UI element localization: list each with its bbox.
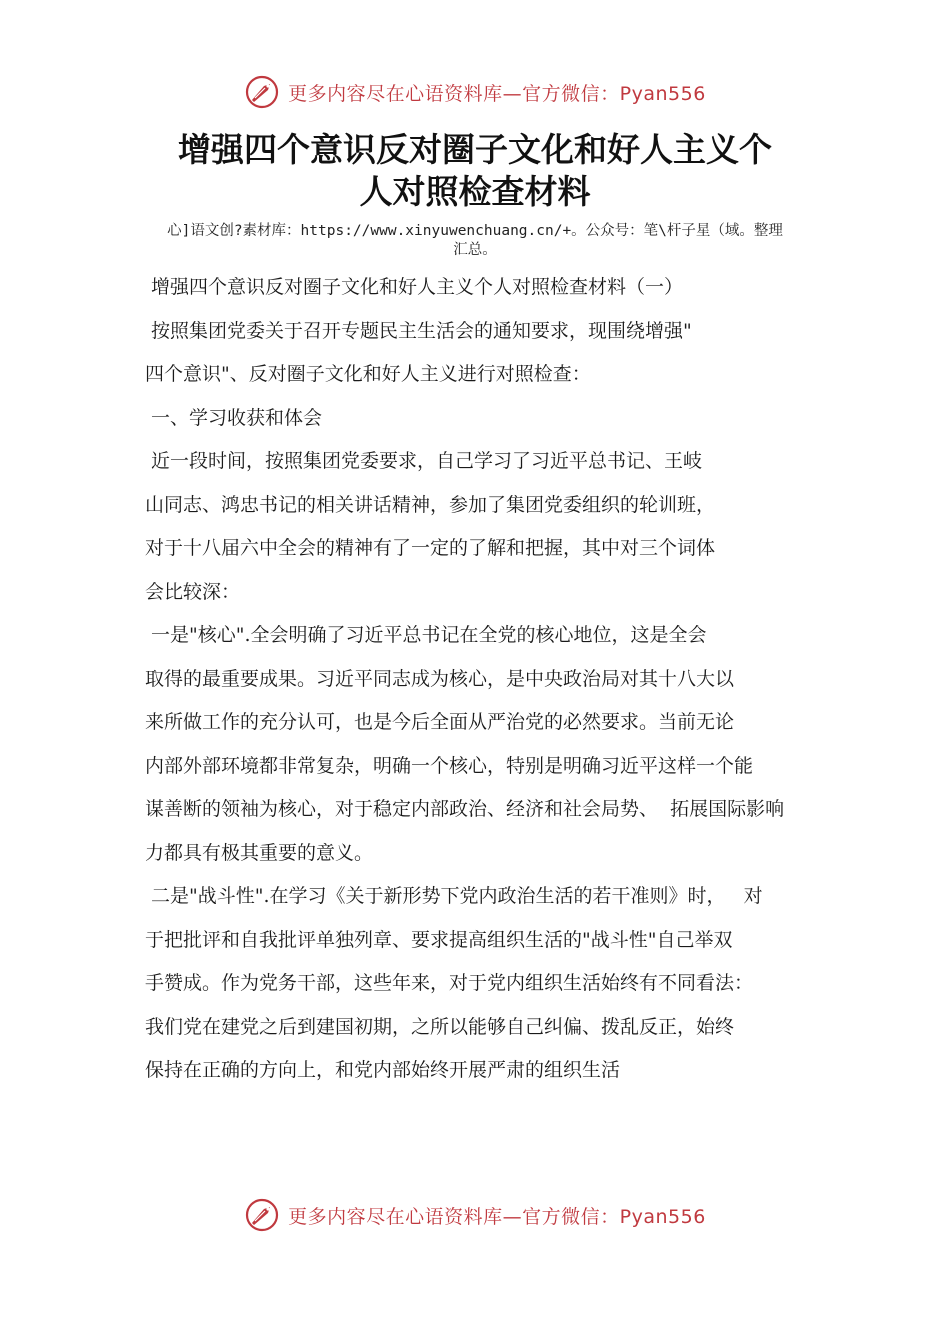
body-line: 按照集团党委关于召开专题民主生活会的通知要求，现围绕增强"	[145, 319, 692, 342]
pen-nib-logo-icon	[244, 74, 280, 110]
document-body	[145, 266, 815, 1093]
body-line: 二是"战斗性".在学习《关于新形势下党内政治生活的若干准则》时， 对	[145, 885, 763, 907]
body-line: 手赞成。作为党务干部，这些年来，对于党内组织生活始终有不同看法：	[145, 972, 754, 994]
banner-text: 更多内容尽在心语资料库—官方微信：Pyan556	[288, 1205, 706, 1228]
body-line: 于把批评和自我批评单独列章、要求提高组织生活的"战斗性"自己举双	[145, 928, 733, 951]
body-line: 我们党在建党之后到建国初期，之所以能够自己纠偏、拨乱反正，始终	[145, 1015, 735, 1038]
source-note-line-2: 汇总。	[453, 242, 497, 258]
body-line: 增强四个意识反对圈子文化和好人主义个人对照检查材料（一）	[145, 276, 684, 298]
body-line: 近一段时间，按照集团党委要求，自己学习了习近平总书记、王岐	[145, 450, 703, 472]
pen-nib-logo-icon	[244, 1197, 280, 1233]
document-title-line-2: 人对照检查材料	[359, 172, 591, 211]
body-line: 来所做工作的充分认可，也是今后全面从严治党的必然要求。当前无论	[145, 711, 735, 733]
footer-banner	[0, 1195, 950, 1235]
body-line: 力都具有极其重要的意义。	[145, 841, 374, 864]
banner-text: 更多内容尽在心语资料库—官方微信：Pyan556	[288, 82, 706, 105]
body-line: 内部外部环境都非常复杂，明确一个核心，特别是明确习近平这样一个能	[145, 754, 754, 777]
body-line: 四个意识"、反对圈子文化和好人主义进行对照检查：	[145, 363, 591, 385]
body-line: 山同志、鸿忠书记的相关讲话精神，参加了集团党委组织的轮训班，	[145, 493, 716, 516]
body-line: 会比较深：	[145, 580, 241, 603]
section-heading: 一、学习收获和体会	[145, 406, 323, 429]
body-line: 对于十八届六中全会的精神有了一定的了解和把握，其中对三个词体	[145, 537, 716, 559]
body-line: 谋善断的领袖为核心，对于稳定内部政治、经济和社会局势、 拓展国际影响	[145, 798, 785, 820]
header-banner	[0, 72, 950, 112]
source-note-line-1: 心]语文创?素材库：https://www.xinyuwenchuang.cn/+。公众号：笔\杆子星（域。整理	[167, 223, 783, 239]
document-title-line-1: 增强四个意识反对圈子文化和好人主义个	[178, 130, 772, 169]
body-line: 取得的最重要成果。习近平同志成为核心，是中央政治局对其十八大以	[145, 667, 735, 690]
body-line: 保持在正确的方向上，和党内部始终开展严肃的组织生活	[145, 1059, 621, 1081]
body-line: 一是"核心".全会明确了习近平总书记在全党的核心地位，这是全会	[145, 624, 707, 646]
